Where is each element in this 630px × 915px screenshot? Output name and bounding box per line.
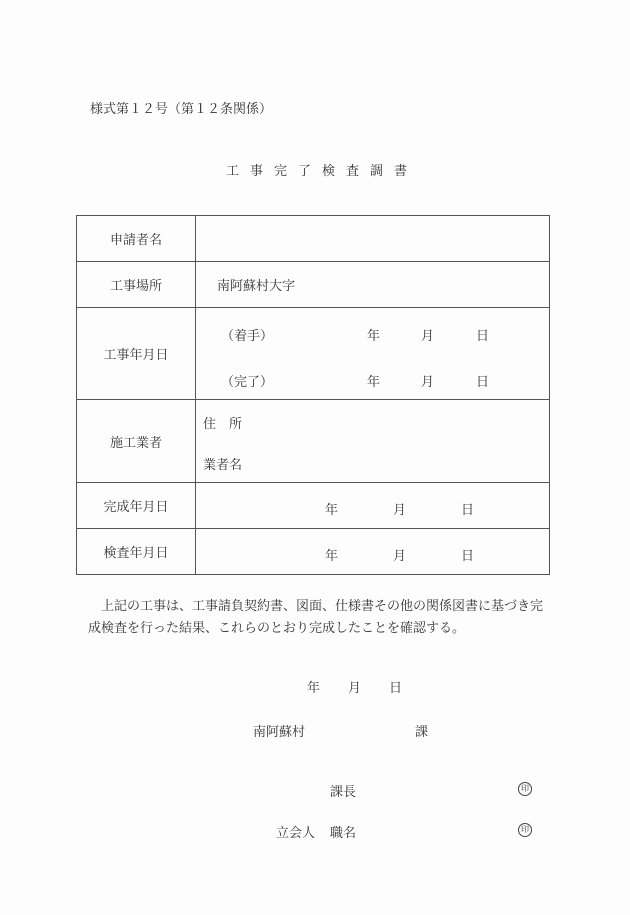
completion-date-field[interactable] (196, 483, 550, 529)
document-title: 工事完了検査調書 (226, 164, 419, 179)
seal-icon: 印 (518, 823, 532, 837)
completion-year: 年 (325, 503, 339, 518)
applicant-label: 申請者名 (77, 216, 196, 262)
end-label: （完了） (221, 375, 274, 390)
inspection-month: 月 (393, 549, 407, 564)
completion-month: 月 (393, 503, 407, 518)
end-month: 月 (421, 375, 435, 390)
work-dates-field[interactable] (196, 308, 550, 400)
job-title-label: 職名 (330, 826, 357, 841)
form-number: 様式第１２号（第１２条関係） (90, 102, 273, 117)
witness-label: 立会人 (276, 826, 316, 841)
inspection-table (76, 215, 550, 575)
section-chief-label: 課長 (330, 785, 357, 800)
company-name-label: 業者名 (203, 458, 243, 473)
location-label: 工事場所 (77, 262, 196, 308)
location-value: 南阿蘇村大字 (217, 279, 296, 294)
contractor-label: 施工業者 (77, 400, 196, 483)
inspection-date-label: 検査年月日 (77, 529, 196, 575)
table-row-applicant (77, 216, 550, 262)
table-row-inspection-date (77, 529, 550, 575)
table-row-work-dates (77, 308, 550, 400)
inspection-year: 年 (325, 549, 339, 564)
confirmation-statement (88, 596, 558, 640)
completion-day: 日 (461, 503, 475, 518)
inspection-day: 日 (461, 549, 475, 564)
start-day: 日 (476, 329, 490, 344)
date-month: 月 (348, 681, 362, 696)
location-field[interactable] (196, 262, 550, 308)
table-row-completion-date (77, 483, 550, 529)
statement-line-1: 上記の工事は、工事請負契約書、図面、仕様書その他の関係図書に基づき完 (101, 599, 544, 614)
work-dates-label: 工事年月日 (77, 308, 196, 400)
date-day: 日 (389, 681, 403, 696)
table-row-location (77, 262, 550, 308)
end-day: 日 (476, 375, 490, 390)
start-month: 月 (421, 329, 435, 344)
village-name: 南阿蘇村 (253, 725, 306, 740)
applicant-field[interactable] (196, 216, 550, 262)
seal-icon: 印 (518, 782, 532, 796)
date-year: 年 (307, 681, 321, 696)
inspection-date-field[interactable] (196, 529, 550, 575)
end-year: 年 (367, 375, 381, 390)
section-label: 課 (415, 725, 429, 740)
start-label: （着手） (221, 329, 274, 344)
address-label: 住 所 (203, 417, 243, 432)
start-year: 年 (367, 329, 381, 344)
completion-date-label: 完成年月日 (77, 483, 196, 529)
statement-line-2: 成検査を行った結果、これらのとおり完成したことを確認する。 (88, 621, 466, 636)
table-row-contractor (77, 400, 550, 483)
contractor-field[interactable] (196, 400, 550, 483)
